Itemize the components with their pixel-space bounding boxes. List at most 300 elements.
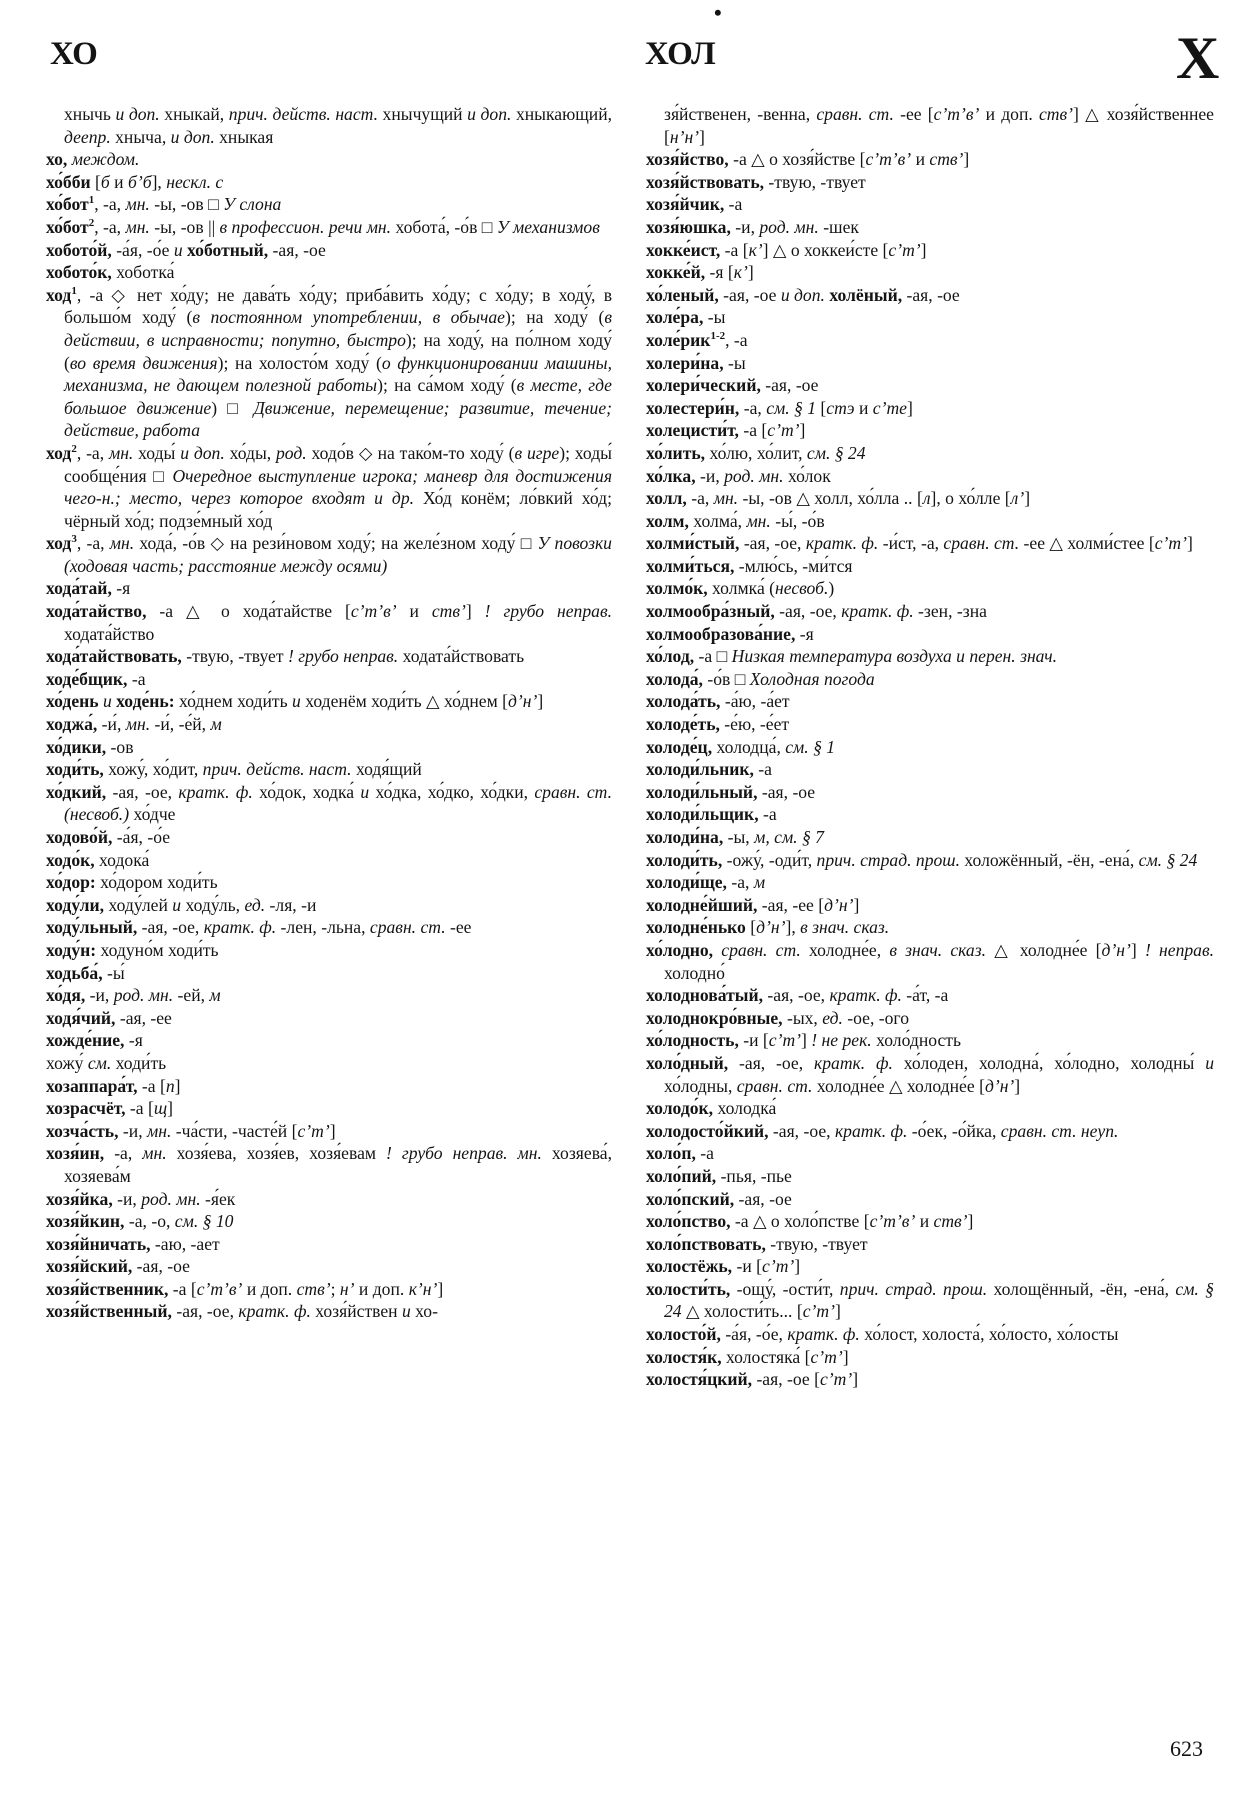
- entry-text: холожённый, -ён, -ена́,: [960, 849, 1139, 870]
- dictionary-entry: [46, 532, 612, 577]
- headword: хозча́сть,: [46, 1120, 119, 1141]
- entry-text: ],: [151, 171, 167, 192]
- entry-text: и: [854, 397, 873, 418]
- headword: ходу́н:: [46, 939, 97, 960]
- grammar-label: с’т’в’: [869, 1211, 916, 1232]
- dictionary-entry: [646, 239, 1214, 262]
- grammar-label: м: [753, 872, 766, 893]
- dictionary-entry: [46, 171, 612, 194]
- entry-text: и: [915, 1211, 934, 1232]
- headword: хозаппара́т,: [46, 1075, 138, 1096]
- headword: ходьба́,: [46, 962, 103, 983]
- grammar-label: с’т’: [819, 1369, 853, 1390]
- grammar-label: сравн. ст.: [816, 104, 894, 124]
- grammar-label: м: [210, 714, 222, 735]
- entry-text: ] △ о хоккеи́сте [: [762, 239, 889, 260]
- entry-text: и доп.: [242, 1278, 297, 1299]
- entry-text: ], о хо́лле [: [930, 488, 1011, 509]
- entry-text: -я [: [705, 262, 734, 283]
- grammar-label: с’т’: [802, 1301, 835, 1322]
- entry-text: -ы: [703, 307, 726, 328]
- grammar-label: ств’: [1039, 104, 1074, 124]
- entry-text: ходо́в ◇ на тако́м-то ходу́ (: [306, 442, 515, 463]
- entry-text: ]: [920, 239, 927, 260]
- entry-text: -ая, -ое: [718, 284, 781, 305]
- headword: холмообразова́ние,: [646, 623, 796, 644]
- entry-text: -о́в □: [702, 668, 750, 689]
- entry-text: ] △ хозя́йственнее [: [664, 104, 1214, 147]
- dictionary-entry: [646, 1233, 1214, 1256]
- grammar-label: прич. действ. наст.: [228, 104, 378, 124]
- headword: хозя́ин,: [46, 1143, 105, 1164]
- headword: холода́ть,: [646, 691, 721, 712]
- entry-text: -ая, -ое: [902, 284, 960, 305]
- entry-text: ]: [329, 1120, 336, 1141]
- dictionary-entry: [46, 239, 612, 262]
- dictionary-entry: [646, 781, 1214, 804]
- dictionary-entry: [46, 1075, 612, 1098]
- entry-text: -а △ о хозя́йстве [: [728, 149, 866, 170]
- entry-text: холодца́,: [712, 736, 786, 757]
- grammar-label: род. мн.: [113, 985, 174, 1006]
- entry-text: -ая, -ое,: [171, 1301, 239, 1322]
- entry-text: -ы́: [102, 962, 125, 983]
- grammar-label: д’н’: [824, 894, 854, 915]
- grammar-label: к’: [748, 239, 763, 260]
- headword: хо́лить,: [646, 442, 706, 463]
- dictionary-entry: [46, 284, 612, 442]
- headword: холоде́ц,: [646, 736, 713, 757]
- dictionary-entry: [646, 1346, 1214, 1369]
- grammar-label: н’н’: [669, 126, 700, 147]
- entry-text: хо́лок: [783, 465, 831, 486]
- grammar-label: в месте, где большое движение: [64, 375, 612, 418]
- grammar-label: кратк. ф.: [834, 1120, 908, 1141]
- entry-text: -а △ о холо́пстве [: [730, 1211, 870, 1232]
- homonym-index: 1: [71, 284, 77, 297]
- entry-text: -а,: [739, 397, 767, 418]
- entry-text: ]: [853, 894, 860, 915]
- entry-text: -ая, -ое,: [137, 917, 204, 938]
- entry-text: -а [: [137, 1075, 166, 1096]
- dictionary-entry: [46, 1007, 612, 1030]
- headword: хозя́йственник,: [46, 1278, 169, 1299]
- dictionary-entry: [46, 1255, 612, 1278]
- grammar-label: мн.: [713, 488, 739, 509]
- headword: хо́лка,: [646, 465, 696, 486]
- entry-text: холмка́ (: [707, 578, 776, 599]
- entry-text: -ая, -ое,: [106, 781, 179, 802]
- entry-text: -а □: [694, 646, 732, 667]
- headword: холоди́на,: [646, 827, 724, 847]
- entry-text: ]: [167, 1098, 173, 1119]
- dictionary-entry: [646, 984, 1214, 1007]
- grammar-label: ств’: [431, 601, 466, 622]
- headword: ходе́бщик,: [46, 668, 128, 689]
- headword: хо́бот: [46, 194, 89, 215]
- grammar-label: с’т’в’: [865, 149, 912, 170]
- headword: холми́ться,: [646, 555, 735, 576]
- entry-text: ]: [537, 691, 544, 712]
- grammar-label: с’те: [872, 397, 907, 418]
- entry-text: ходока́: [94, 849, 150, 870]
- entry-text: -а: [695, 1143, 714, 1164]
- entry-text: хныча,: [110, 126, 171, 147]
- grammar-label: см. § 24: [664, 1278, 1214, 1322]
- entry-text: холодно́: [664, 962, 725, 983]
- entry-text: [: [90, 171, 101, 192]
- entry-text: -ая, -ое,: [768, 1120, 835, 1141]
- grammar-label: кратк. ф.: [203, 917, 277, 938]
- grammar-label: кратк. ф.: [814, 1052, 893, 1073]
- grammar-label: ! грубо неправ. мн.: [386, 1143, 542, 1164]
- entry-text: [: [745, 917, 757, 938]
- headword: холм,: [646, 510, 689, 531]
- entry-text: -зен, -зна: [913, 601, 987, 622]
- grammar-label: ! неправ.: [1144, 939, 1214, 960]
- entry-text: -а △ о хода́тайстве [: [146, 601, 351, 622]
- entry-text: хнычущий: [377, 104, 468, 124]
- headword: ходово́й,: [46, 827, 113, 847]
- dictionary-entry: [646, 1368, 1214, 1391]
- headword: хо́дор:: [46, 872, 96, 893]
- entry-text: хода́, -о́в ◇ на рези́новом ходу́; на желе́зном ходу́ □: [134, 533, 538, 554]
- entry-text: , -а,: [76, 442, 109, 463]
- dictionary-entry: [46, 736, 612, 759]
- entry-text: , -а,: [94, 194, 126, 215]
- dictionary-entry: [646, 487, 1214, 510]
- headword: холоди́льник,: [646, 759, 754, 780]
- grammar-label: Низкая температура воздуха и перен. знач.: [731, 646, 1058, 667]
- entry-text: -ощу́, -ости́т,: [730, 1278, 840, 1299]
- entry-text: -твую, -твует: [764, 171, 866, 192]
- headword: холестери́н,: [646, 397, 740, 418]
- entry-text: -а,: [686, 488, 714, 509]
- grammar-label: стэ: [826, 397, 855, 418]
- grammar-label: мн.: [125, 194, 150, 215]
- dictionary-entry: [646, 1255, 1214, 1278]
- dictionary-entry: [646, 623, 1214, 646]
- dictionary-entry: [46, 1120, 612, 1143]
- headword: хо́бби: [46, 171, 91, 192]
- headword: ходя́чий,: [46, 1007, 116, 1028]
- dictionary-entry: [46, 871, 612, 894]
- entry-text: -и [: [738, 1030, 769, 1051]
- headword: холецисти́т,: [646, 420, 739, 441]
- entry-text: хныкая: [214, 126, 274, 147]
- headword: холо́пский,: [646, 1188, 735, 1209]
- entry-text: ]: [852, 1369, 859, 1390]
- entry-text: -а [: [125, 1098, 154, 1119]
- entry-text: хо́лост, холоста́, хо́лосто, хо́лосты: [859, 1324, 1119, 1345]
- grammar-label: мн.: [108, 442, 134, 463]
- headword: холодне́йший,: [646, 894, 758, 915]
- headword: холодне́нько: [646, 917, 746, 938]
- entry-text: ); на ходу́, на по́лном ходу́ (: [64, 329, 612, 373]
- grammar-label: кратк. ф.: [238, 1301, 311, 1322]
- entry-text: -ее △ холми́стее [: [1019, 533, 1155, 554]
- headword: холости́ть,: [646, 1278, 731, 1299]
- entry-text: ) □: [211, 397, 254, 418]
- entry-text: -млю́сь, -ми́тся: [734, 555, 853, 576]
- entry-text: , -а ◇ нет хо́ду; не дава́ть хо́ду; приба́вить хо́ду; с хо́ду; в ходу́, в большо́м ходу́ (: [64, 284, 612, 328]
- headword: холо́пство,: [646, 1211, 731, 1232]
- headword: хо́лодность,: [646, 1030, 739, 1051]
- headword: ходи́ть,: [46, 759, 104, 780]
- headword: хозя́юшка,: [646, 216, 731, 237]
- entry-text: -а,: [726, 872, 754, 893]
- headword: холе́ра,: [646, 307, 704, 328]
- entry-text: ); ходы́ сообще́ния □: [64, 442, 612, 486]
- grammar-label: ед.: [244, 894, 266, 915]
- entry-text: -твую, -твует: [765, 1233, 868, 1254]
- grammar-label: с’т’: [767, 420, 800, 441]
- headword: хозя́йский,: [46, 1256, 133, 1277]
- grammar-label: м: [209, 985, 221, 1006]
- running-head-left: ХО: [50, 36, 98, 72]
- dictionary-entry: [46, 1300, 612, 1323]
- dictionary-entry: [46, 962, 612, 985]
- dictionary-entry: [46, 713, 612, 736]
- homonym-index: 3: [71, 533, 77, 546]
- dictionary-entry: [646, 1007, 1214, 1030]
- entry-text: хо́дче: [129, 804, 176, 825]
- dictionary-entry: [46, 148, 612, 171]
- dictionary-entry: [646, 510, 1214, 533]
- running-head-right: ХОЛ: [645, 36, 716, 72]
- entry-text: хобота́, -о́в □: [391, 216, 497, 237]
- headword: холоди́льный,: [646, 781, 758, 802]
- entry-text: -шек: [818, 216, 859, 237]
- dictionary-entry: [646, 600, 1214, 623]
- grammar-label: к’н’: [408, 1278, 438, 1299]
- headword: холмообра́зный,: [646, 601, 775, 622]
- entry-text: -я: [795, 623, 814, 644]
- dictionary-column-left: [46, 103, 612, 1323]
- dictionary-entry: [646, 1188, 1214, 1211]
- entry-text: хоботка́: [111, 262, 175, 283]
- grammar-label: ств’: [933, 1211, 968, 1232]
- entry-text: -ая, -ое: [760, 375, 819, 396]
- entry-text: -твую, -твует: [181, 646, 288, 667]
- dictionary-entry: [646, 1097, 1214, 1120]
- dictionary-entry: [46, 1142, 612, 1187]
- dictionary-entry: [46, 690, 612, 713]
- headword: ходо́к,: [46, 849, 95, 870]
- entry-text: -ая, -ое: [268, 239, 326, 260]
- entry-text: хо́лодны,: [664, 1075, 737, 1096]
- entry-text: -а́ю, -а́ет: [720, 691, 790, 712]
- grammar-label: м, см. § 7: [754, 827, 824, 847]
- entry-text: -я: [124, 1030, 143, 1051]
- headword: ход: [46, 284, 72, 305]
- homonym-index: 2: [71, 443, 77, 456]
- grammar-label: к’: [733, 262, 748, 283]
- entry-text: хожу́, хо́дит,: [103, 759, 203, 780]
- entry-text: -а: [127, 668, 146, 689]
- entry-text: и: [109, 171, 128, 192]
- entry-text: -и́ст, -а,: [878, 533, 944, 554]
- entry-text: ]: [747, 262, 754, 283]
- entry-text: ]: [1014, 1075, 1021, 1096]
- grammar-label: и: [292, 691, 301, 712]
- headword: хода́тайство,: [46, 601, 147, 622]
- grammar-label: б’б: [128, 171, 152, 192]
- entry-text: ],: [785, 917, 801, 938]
- grammar-label: ! не рек.: [811, 1030, 872, 1051]
- entry-text: -ы, -ов ||: [149, 216, 220, 237]
- entry-text: -а [: [720, 239, 749, 260]
- entry-text: -и́, -е́й,: [150, 714, 211, 735]
- dictionary-entry: [646, 419, 1214, 442]
- grammar-label: сравн. ст.: [943, 533, 1020, 554]
- headword: холоднова́тый,: [646, 985, 764, 1006]
- grammar-label: л’: [1010, 488, 1025, 509]
- dictionary-entry: [646, 1278, 1214, 1323]
- grammar-label: в игре: [514, 442, 560, 463]
- grammar-label: прич. страд. прош.: [816, 849, 960, 870]
- entry-text: -ча́сти, -часте́й [: [171, 1120, 298, 1141]
- entry-text: -ая, -ое,: [763, 985, 830, 1006]
- grammar-label: прич. действ. наст.: [202, 759, 352, 780]
- entry-text: -а: [758, 804, 777, 825]
- entry-text: хо-: [410, 1301, 438, 1322]
- dictionary-entry: [646, 284, 1214, 307]
- entry-text: холма́,: [688, 510, 747, 531]
- entry-text: хозяева́, хозяева́м: [64, 1143, 612, 1186]
- entry-text: ]: [699, 126, 705, 147]
- entry-text: ходы́: [133, 442, 181, 463]
- entry-text: ]: [799, 420, 806, 441]
- dictionary-entry: [46, 442, 612, 532]
- grammar-label: ств’: [929, 149, 964, 170]
- entry-text: зя́йственен, -венна,: [664, 104, 817, 124]
- headword: холо́дный,: [646, 1052, 729, 1073]
- entry-text: ]: [174, 1075, 181, 1096]
- dictionary-entry: [46, 668, 612, 691]
- entry-text: хо́дором ходи́ть: [95, 872, 218, 893]
- grammar-label: см.: [87, 1052, 112, 1073]
- entry-text: ]: [465, 601, 485, 622]
- entry-text: ); на ходу́ (: [505, 307, 605, 328]
- dictionary-entry: [646, 1052, 1214, 1097]
- entry-text: , -а,: [94, 216, 126, 237]
- grammar-label: ств’: [296, 1278, 331, 1299]
- grammar-label: сравн. ст.: [713, 939, 801, 960]
- entry-text: холощённый, -ён, -ена́,: [987, 1278, 1176, 1299]
- entry-text: ходата́йствовать: [398, 646, 525, 667]
- entry-text: -ожу́, -оди́т,: [722, 849, 817, 870]
- entry-text: ходуно́м ходи́ть: [96, 939, 219, 960]
- grammar-label: д’н’: [756, 917, 786, 938]
- headword: хозя́йничать,: [46, 1233, 151, 1254]
- entry-text: -ы: [723, 352, 746, 373]
- dictionary-entry: [646, 690, 1214, 713]
- entry-text: -ая, -ое,: [739, 533, 806, 554]
- headword: холостя́цкий,: [646, 1369, 753, 1390]
- entry-text: -ов: [106, 736, 134, 757]
- grammar-label: и доп.: [115, 104, 160, 124]
- entry-text: -ое, -ого: [842, 1007, 910, 1028]
- grammar-label: мн.: [109, 533, 135, 554]
- headword: хо́дя,: [46, 985, 86, 1006]
- entry-text: хныкающий,: [511, 104, 613, 124]
- entry-text: ]: [1024, 488, 1031, 509]
- grammar-label: о функционировании машины, механизма, не дающем полезной работы: [64, 352, 612, 396]
- entry-text: -а [: [168, 1278, 197, 1299]
- dictionary-entry: [646, 374, 1214, 397]
- entry-text: ]: [834, 1301, 841, 1322]
- grammar-label: и: [1205, 1052, 1215, 1073]
- homonym-index: 1-2: [710, 330, 726, 343]
- headword: холо́пствовать,: [646, 1233, 766, 1254]
- headword: холоди́ть,: [646, 849, 723, 870]
- dictionary-entry: [646, 193, 1214, 216]
- homonym-index: 1: [88, 194, 95, 207]
- dictionary-entry: [646, 1323, 1214, 1346]
- entry-text: [: [816, 397, 827, 418]
- dictionary-entry: [46, 826, 612, 849]
- dictionary-entry: [46, 939, 612, 962]
- grammar-label: У механизмов: [496, 216, 600, 237]
- dictionary-entry: [46, 1210, 612, 1233]
- dictionary-entry: [46, 600, 612, 645]
- dictionary-entry: [646, 1165, 1214, 1188]
- homonym-index: 2: [88, 217, 95, 230]
- entry-text: -ая, -ое,: [774, 601, 842, 622]
- grammar-label: нескл. с: [166, 171, 224, 192]
- grammar-label: сравн. ст.: [736, 1075, 813, 1096]
- dictionary-entry: [646, 736, 1214, 759]
- grammar-label: д’н’: [1101, 939, 1131, 960]
- grammar-label: мн.: [746, 510, 771, 531]
- dictionary-entry: [46, 781, 612, 826]
- entry-text: -и,: [695, 465, 725, 486]
- dictionary-entry: [46, 1029, 612, 1052]
- entry-text: -а́я, -о́е: [112, 827, 171, 847]
- grammar-label: см. § 10: [174, 1211, 234, 1232]
- dictionary-entry: [646, 171, 1214, 194]
- dictionary-entry: [646, 645, 1214, 668]
- entry-text: ходу́лей: [104, 894, 173, 915]
- headword: хозя́йкин,: [46, 1211, 125, 1232]
- top-mark: •: [714, 0, 722, 25]
- dictionary-entry: [646, 803, 1214, 826]
- grammar-label: деепр.: [64, 126, 111, 147]
- entry-text: -ы, -ов □: [149, 194, 224, 215]
- grammar-label: с’т’в’: [933, 104, 980, 124]
- grammar-label: д’н’: [984, 1075, 1015, 1096]
- entry-text: -аю, -ает: [150, 1233, 220, 1254]
- headword: хо́бот: [46, 216, 89, 237]
- headword: хозя́йство,: [646, 149, 729, 170]
- dictionary-entry: [46, 1278, 612, 1301]
- entry-text: -а,: [104, 1143, 143, 1164]
- grammar-label: сравн. ст. (несвоб.): [64, 781, 612, 825]
- entry-text: ходи́ть: [111, 1052, 167, 1073]
- headword: хо́дики,: [46, 736, 107, 757]
- headword: холери́на,: [646, 352, 724, 373]
- headword: холе́рик: [646, 329, 711, 350]
- entry-text: ]: [967, 1211, 974, 1232]
- headword: холмо́к,: [646, 578, 708, 599]
- entry-text: холодне́е,: [800, 939, 890, 960]
- grammar-label: и доп.: [170, 126, 215, 147]
- grammar-label: Движение, перемещение; развитие, течение; действие, работа: [64, 397, 612, 441]
- entry-text: -ей,: [173, 985, 210, 1006]
- grammar-label: л: [922, 488, 931, 509]
- dictionary-entry: [646, 916, 1214, 939]
